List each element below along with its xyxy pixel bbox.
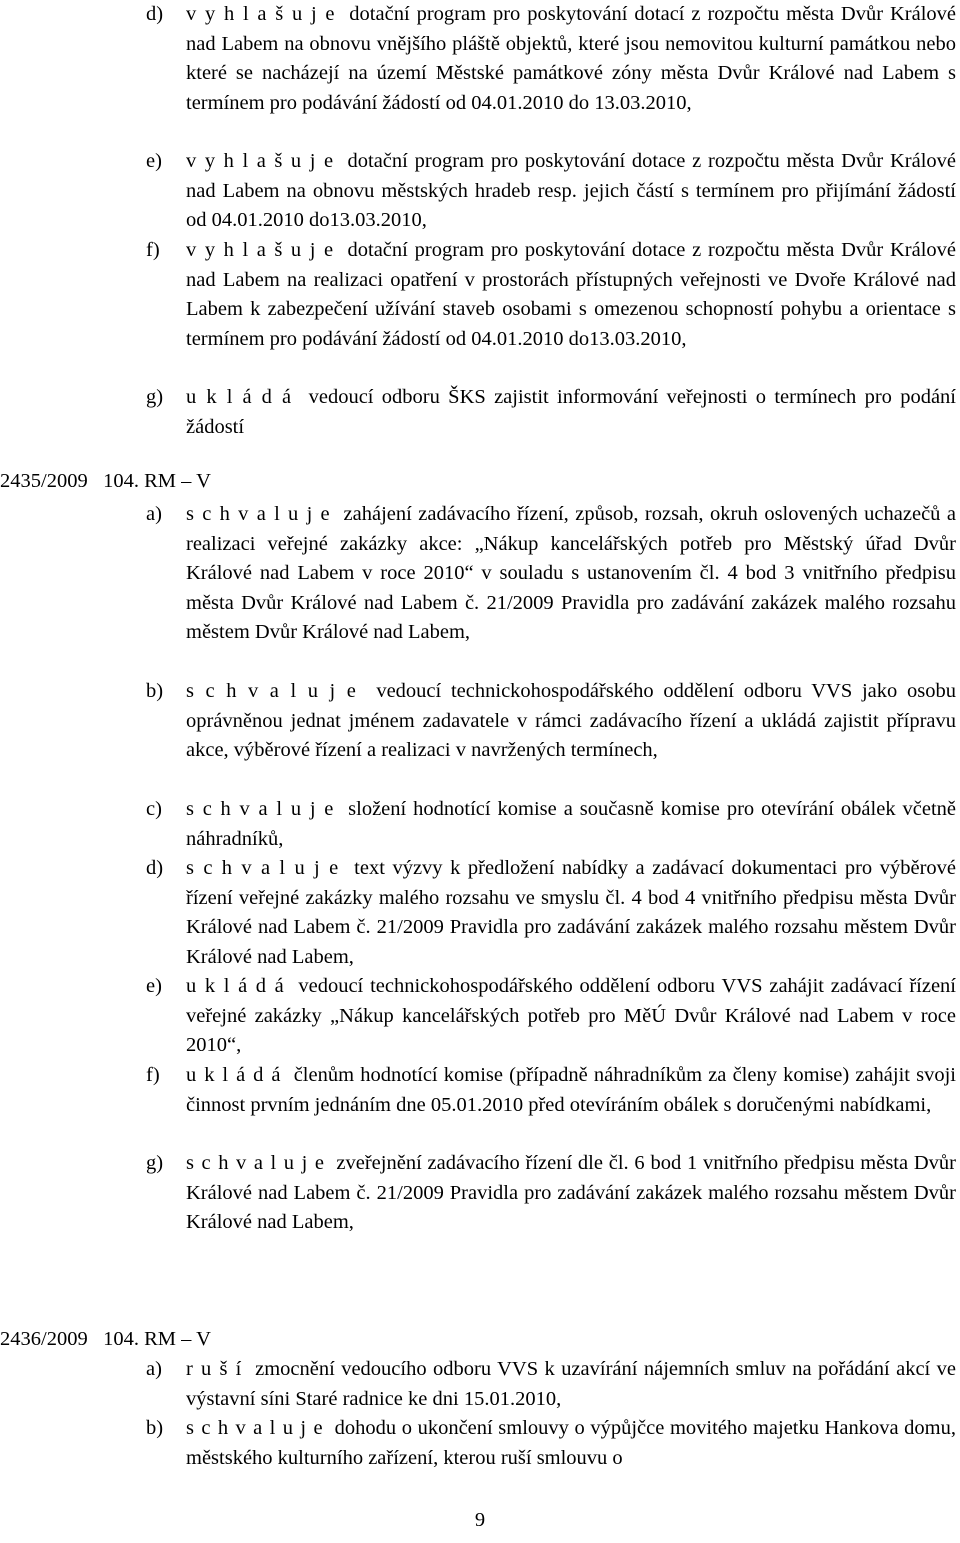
list-item [146,1355,956,1414]
list-item [146,383,956,442]
list-item [146,854,956,972]
item-label: f) [146,1064,160,1086]
list-item [146,0,956,118]
list-item [146,236,956,354]
item-label: b) [146,1417,164,1439]
list-item [146,972,956,1061]
item-body [186,500,956,648]
list-item [146,795,956,854]
item-label: a) [146,503,162,525]
item-text: složení hodnotící komise a současně komise pro otevírání obálek včetně náhradníků, [186,798,957,850]
item-text: dotační program pro poskytování dotace z rozpočtu města Dvůr Králové nad Labem na realizaci opatření v prostorách přístupných veřejnosti ve Dvoře Králové nad Labem k zabezpečení užívání staveb osobami s omezenou schopností pohybu a orientace s termínem pro podávání žádostí od 04.01.2010 do13.03.2010, [186,239,956,350]
item-text: dotační program pro poskytování dotace z rozpočtu města Dvůr Králové nad Labem na obnovu městských hradeb resp. jejich částí s termínem pro přijímání žádostí od 04.01.2010 do13.03.2010, [186,150,956,231]
item-text: dotační program pro poskytování dotací z rozpočtu města Dvůr Králové nad Labem na obnovu vnějšího pláště objektů, které jsou nemovitou kulturní památkou nebo které se nacházejí na území Městské památkové zóny města Dvůr Králové nad Labem s termínem pro podávání žádostí od 04.01.2010 do 13.03.2010, [186,3,956,114]
item-body [186,383,956,442]
item-keyword: u k l á d á [186,1064,282,1086]
item-text: vedoucí odboru ŠKS zajistit informování veřejnosti o termínech pro podání žádostí [186,386,956,438]
item-text: zveřejnění zadávacího řízení dle čl. 6 bod 1 vnitřního předpisu města Dvůr Králové nad Labem č. 21/2009 Pravidla pro zadávání zakázek malého rozsahu městem Dvůr Králové nad Labem, [186,1152,956,1233]
item-label: g) [146,386,164,408]
item-body [186,147,956,236]
item-text: text výzvy k předložení nabídky a zadávací dokumentaci pro výběrové řízení veřejné zakázky malého rozsahu ve smyslu čl. 4 bod 4 vnitřního předpisu města Dvůr Králové nad Labem č. 21/2009 Pravidla pro zadávání zakázek malého rozsahu městem Dvůr Králové nad Labem, [186,857,956,968]
item-keyword: s c h v a l u j e [186,503,331,525]
item-text: zmocnění vedoucího odboru VVS k uzavírání nájemních smluv na pořádání akcí ve výstavní síni Staré radnice ke dni 15.01.2010, [186,1358,956,1410]
resolution-header: 2435/2009 104. RM – V [0,470,211,492]
item-text: dohodu o ukončení smlouvy o výpůjčce movitého majetku Hankova domu, městského kulturního zařízení, kterou ruší smlouvu o [186,1417,957,1469]
item-label: c) [146,798,162,820]
item-label: d) [146,857,164,879]
item-body [186,795,956,854]
list-item [146,147,956,236]
item-keyword: v y h l a š u j e [186,150,334,172]
item-label: b) [146,680,164,702]
list-item [146,1061,956,1120]
item-keyword: v y h l a š u j e [186,3,336,25]
list-item [146,1414,956,1473]
item-keyword: r u š í [186,1358,243,1380]
item-label: g) [146,1152,164,1174]
item-label: a) [146,1358,162,1380]
list-item [146,500,956,648]
item-label: e) [146,150,162,172]
item-keyword: u k l á d á [186,386,293,408]
item-keyword: s c h v a l u j e [186,1152,325,1174]
item-text: zahájení zadávacího řízení, způsob, rozsah, okruh oslovených uchazečů a realizaci veřejné zakázky akce: „Nákup kancelářských potřeb pro Městský úřad Dvůr Králové nad Labem v roce 2010“ v souladu s ustanovením čl. 4 bod 3 vnitřního předpisu města Dvůr Králové nad Labem č. 21/2009 Pravidla pro zadávání zakázek malého rozsahu městem Dvůr Králové nad Labem, [186,503,957,643]
item-label: f) [146,239,160,261]
item-keyword: u k l á d á [186,975,285,997]
item-text: vedoucí technickohospodářského oddělení odboru VVS jako osobu oprávněnou jednat jménem zadavatele v rámci zadávacího řízení a ukládá zajistit přípravu akce, výběrové řízení a realizaci v navržených termínech, [186,680,957,761]
item-body [186,854,956,972]
list-item [146,1149,956,1238]
resolution-header: 2436/2009 104. RM – V [0,1328,211,1350]
item-body [186,1149,956,1238]
item-label: d) [146,3,164,25]
item-keyword: s c h v a l u j e [186,680,357,702]
item-body [186,972,956,1061]
item-keyword: s c h v a l u j e [186,857,340,879]
item-body [186,236,956,354]
item-body [186,1414,956,1473]
item-text: vedoucí technickohospodářského oddělení odboru VVS zahájit zadávací řízení veřejné zakázky „Nákup kancelářských potřeb pro MěÚ Dvůr Králové nad Labem v roce 2010“, [186,975,956,1056]
item-keyword: s c h v a l u j e [186,798,335,820]
item-keyword: s c h v a l u j e [186,1417,324,1439]
list-item [146,677,956,766]
item-label: e) [146,975,162,997]
item-body [186,1355,956,1414]
item-body [186,0,956,118]
item-body [186,677,956,766]
item-keyword: v y h l a š u j e [186,239,334,261]
item-text: členům hodnotící komise (případně náhradníkům za členy komise) zahájit svoji činnost prvním jednáním dne 05.01.2010 před otevíráním obálek s doručenými nabídkami, [186,1064,956,1116]
item-body [186,1061,956,1120]
page-number: 9 [474,1509,486,1531]
